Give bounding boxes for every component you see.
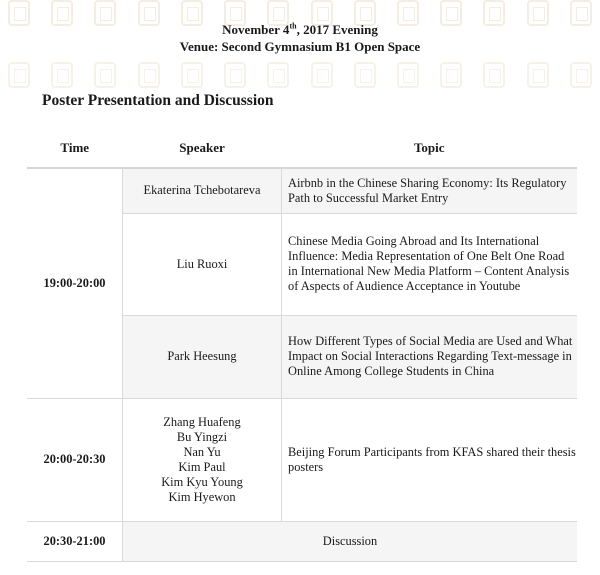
topic-cell: Chinese Media Going Abroad and Its International Influence: Media Representation of One Belt One Road in International New Media Platform – Content Analysis of Aspects of Audience Acceptance in Youtube xyxy=(282,213,578,315)
topic-cell: Beijing Forum Participants from KFAS shared their thesis posters xyxy=(282,398,578,521)
section-title: Poster Presentation and Discussion xyxy=(42,92,274,109)
table-row xyxy=(27,168,577,213)
time-slot: 19:00-20:00 xyxy=(27,168,123,398)
speaker-cell: Ekaterina Tchebotareva xyxy=(123,168,282,213)
event-date-day: November 4 xyxy=(222,22,290,37)
ornament-icon xyxy=(94,62,116,88)
time-slot: 20:00-20:30 xyxy=(27,398,123,521)
table-row xyxy=(27,521,577,561)
speaker-name: Zhang Huafeng xyxy=(163,414,241,429)
event-date-suffix: th xyxy=(289,21,297,31)
speaker-name: Kim Hyewon xyxy=(168,489,236,504)
speaker-name: Kim Kyu Young xyxy=(161,474,243,489)
ornament-icon xyxy=(527,62,549,88)
event-venue: Venue: Second Gymnasium B1 Open Space xyxy=(179,39,421,54)
discussion-cell: Discussion xyxy=(123,521,578,561)
speaker-name: Nan Yu xyxy=(183,444,221,459)
speaker-cell: Liu Ruoxi xyxy=(123,213,282,315)
ornament-icon xyxy=(311,62,333,88)
column-header-time: Time xyxy=(27,128,123,168)
topic-cell: How Different Types of Social Media are Used and What Impact on Social Interactions Regarding Text-message in Online Among College Students in China xyxy=(282,315,578,398)
event-date-rest: , 2017 Evening xyxy=(296,22,378,37)
ornament-icon xyxy=(354,62,376,88)
ornament-icon xyxy=(51,62,73,88)
ornament-icon xyxy=(224,62,246,88)
ornament-icon xyxy=(570,62,592,88)
event-header xyxy=(0,21,600,55)
topic-cell: Airbnb in the Chinese Sharing Economy: Its Regulatory Path to Successful Market Entry xyxy=(282,168,578,213)
table-header-row xyxy=(27,128,577,168)
ornament-icon xyxy=(267,62,289,88)
schedule-table xyxy=(27,128,577,562)
event-date xyxy=(0,21,600,38)
column-header-topic: Topic xyxy=(282,128,578,168)
decorative-pattern-second xyxy=(0,62,600,92)
speaker-cell: Park Heesung xyxy=(123,315,282,398)
speaker-name: Kim Paul xyxy=(178,459,226,474)
table-row xyxy=(27,398,577,521)
ornament-icon xyxy=(181,62,203,88)
time-slot: 20:30-21:00 xyxy=(27,521,123,561)
column-header-speaker: Speaker xyxy=(123,128,282,168)
speaker-list xyxy=(123,398,282,521)
ornament-icon xyxy=(397,62,419,88)
ornament-icon xyxy=(440,62,462,88)
ornament-icon xyxy=(8,62,30,88)
speaker-name: Bu Yingzi xyxy=(176,429,228,444)
ornament-icon xyxy=(483,62,505,88)
ornament-icon xyxy=(138,62,160,88)
